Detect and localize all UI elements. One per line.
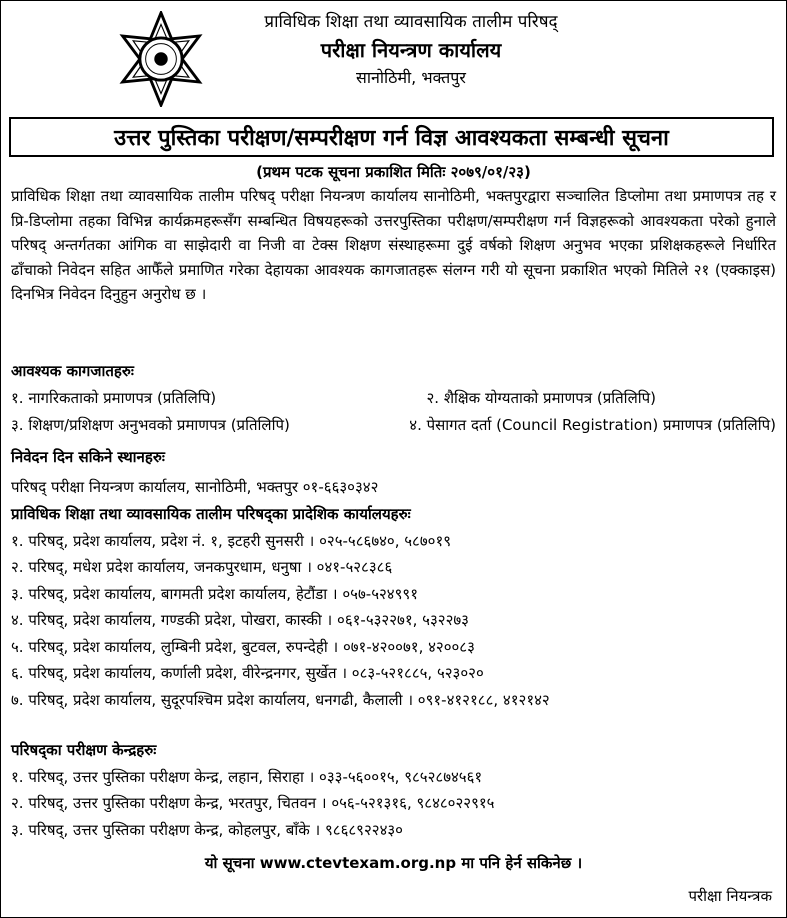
list-item: ३. परिषद्, प्रदेश कार्यालय, बागमती प्रदेश कार्यालय, हेटौंडा । ०५७-५२४९९१ (11, 584, 418, 603)
list-item: १. परिषद्, प्रदेश कार्यालय, प्रदेश नं. १, इटहरी सुनसरी । ०२५-५८६७४०, ५८७०१९ (11, 531, 452, 550)
ctevt-emblem-icon (113, 11, 209, 107)
list-item: २. परिषद्, उत्तर पुस्तिका परीक्षण केन्द्र, भरतपुर, चितवन । ०५६-५२१३१६, ९८४८०२२९१५ (11, 794, 495, 812)
list-item: ३. परिषद्, उत्तर पुस्तिका परीक्षण केन्द्र, कोहलपुर, बाँके । ९८६८९२२४३० (11, 820, 403, 839)
notice-title: उत्तर पुस्तिका परीक्षण/सम्परीक्षण गर्न विज्ञ आवश्यकता सम्बन्धी सूचना (9, 117, 774, 157)
list-item: ७. परिषद्, प्रदेश कार्यालय, सुदूरपश्चिम प्रदेश कार्यालय, धनगढी, कैलाली । ०९१-४१२१८८, ४१२१४२ (11, 690, 550, 709)
regional-offices (11, 501, 776, 713)
organization-header (201, 9, 621, 91)
exam-centers-heading: परिषद्का परीक्षण केन्द्रहरुः (11, 741, 157, 759)
office-name: परीक्षा नियन्त्रण कार्यालय (320, 38, 502, 62)
intro-paragraph: प्राविधिक शिक्षा तथा व्यावसायिक तालीम परिषद् परीक्षा नियन्त्रण कार्यालय सानोठिमी, भक्तपुरद्वारा सञ्चालित डिप्लोमा तथा प्रमाणपत्र तह र प्रि-डिप्लोमा तहका विभिन्न कार्यक्रमहरूसँग सम्बन्धित विषयहरूको उत्तरपुस्तिका परीक्षण/सम्परीक्षण गर्न विज्ञहरूको आवश्यकता परेको हुनाले परिषद् अन्तर्गतका आंगिक वा साझेदारी वा निजी वा टेक्स शिक्षण संस्थाहरूमा दुई वर्षको शिक्षण अनुभव भएका प्रशिक्षकहरूले निर्धारित ढाँचाको निवेदन सहित आफैँले प्रमाणित गरेका देहायका आवश्यक कागजातहरू संलग्न गरी यो सूचना प्रकाशित भएको मितिले २१ (एक्काइस) दिनभित्र निवेदन दिनुहुन अनुरोध छ । (11, 187, 776, 303)
signatory: परीक्षा नियन्त्रक (688, 887, 772, 905)
document-item: २. शैक्षिक योग्यताको प्रमाणपत्र (प्रतिलिपि) (426, 389, 656, 407)
submission-heading: निवेदन दिन सकिने स्थानहरुः (11, 448, 165, 466)
submission-section (11, 445, 776, 499)
list-item: ५. परिषद्, प्रदेश कार्यालय, लुम्बिनी प्रदेश, बुटवल, रुपन्देही । ०७१-४२००७१, ४२००८३ (11, 637, 475, 656)
publish-date: (प्रथम पटक सूचना प्रकाशित मितिः २०७९/०१/२३) (256, 163, 531, 181)
list-item: ४. परिषद्, प्रदेश कार्यालय, गण्डकी प्रदेश, पोखरा, कास्की । ०६१-५३२२७१, ५३२२७३ (11, 611, 469, 629)
list-item: ६. परिषद्, प्रदेश कार्यालय, कर्णाली प्रदेश, वीरेन्द्रनगर, सुर्खेत । ०८३-५२१८८५, ५२३०२० (11, 664, 484, 682)
office-location: सानोठिमी, भक्तपुर (356, 68, 466, 87)
submission-place: परिषद् परीक्षा नियन्त्रण कार्यालय, सानोठिमी, भक्तपुर ०१-६६३०३४२ (11, 478, 379, 496)
document-item: १. नागरिकताको प्रमाणपत्र (प्रतिलिपि) (11, 389, 217, 407)
website-note: यो सूचना www.ctevtexam.org.np मा पनि हेर्न सकिनेछ । (204, 854, 583, 872)
exam-centers (11, 737, 776, 843)
documents-heading: आवश्यक कागजातहरुः (11, 362, 134, 380)
list-item: १. परिषद्, उत्तर पुस्तिका परीक्षण केन्द्र, लहान, सिराहा । ०३३-५६००१५, ९८५२८७४५६१ (11, 767, 483, 786)
required-documents (11, 359, 776, 437)
document-item: ३. शिक्षण/प्रशिक्षण अनुभवको प्रमाणपत्र (प्रतिलिपि) (11, 416, 290, 434)
document-item: ४. पेसागत दर्ता (Council Registration) प्रमाणपत्र (प्रतिलिपि) (409, 416, 776, 434)
council-name: प्राविधिक शिक्षा तथा व्यावसायिक तालीम परिषद् (264, 12, 558, 32)
list-item: २. परिषद्, मधेश प्रदेश कार्यालय, जनकपुरधाम, धनुषा । ०४१-५२८३८६ (11, 558, 393, 576)
regional-offices-heading: प्राविधिक शिक्षा तथा व्यावसायिक तालीम परिषद्का प्रादेशिक कार्यालयहरुः (11, 505, 411, 523)
